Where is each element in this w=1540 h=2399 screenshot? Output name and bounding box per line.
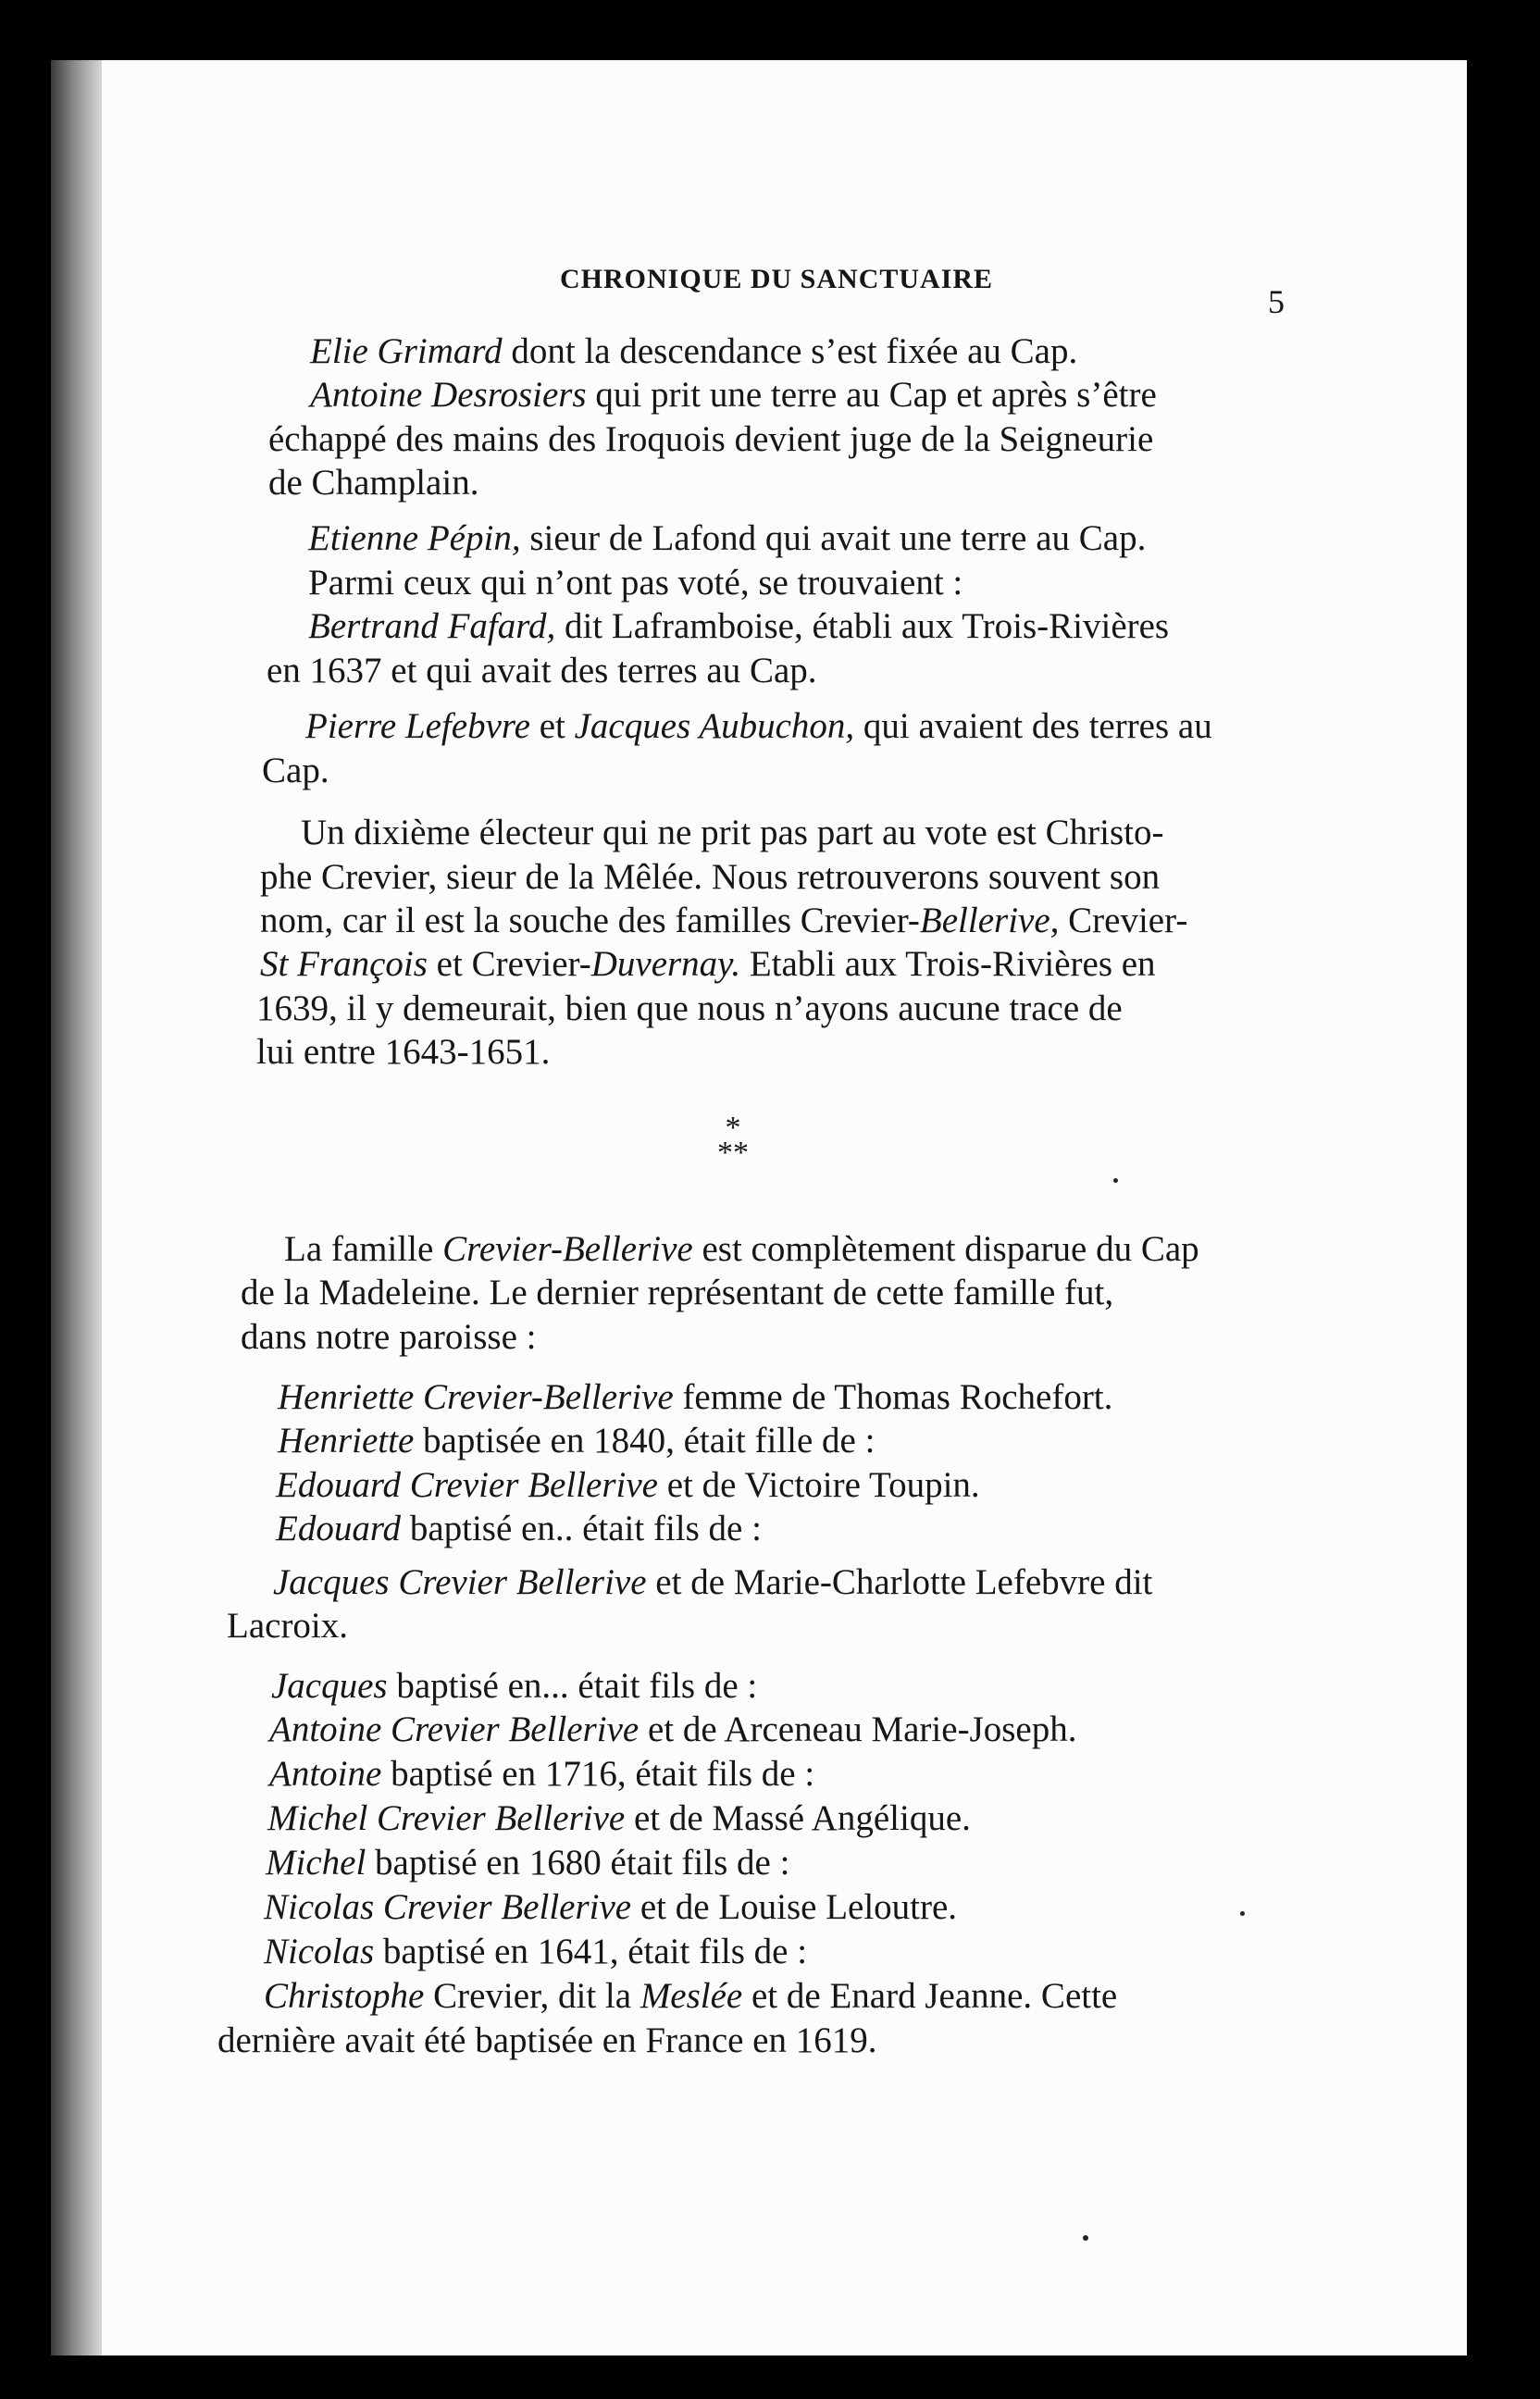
text-line: Nicolas Crevier Bellerive et de Louise Leloutre. — [264, 1887, 958, 1927]
running-title: CHRONIQUE DU SANCTUAIRE — [560, 264, 994, 294]
text-line: Nicolas baptisé en 1641, était fils de : — [264, 1932, 808, 1971]
text-line: Bertrand Fafard, dit Laframboise, établi aux Trois-Rivières — [308, 606, 1170, 646]
text-line: lui entre 1643-1651. — [256, 1032, 551, 1072]
text-line: Henriette baptisée en 1840, était fille de : — [278, 1421, 876, 1461]
text-line: Antoine Desrosiers qui prit une terre au Cap et après s’être — [310, 375, 1157, 415]
text-line: dans notre paroisse : — [241, 1317, 537, 1357]
text-line: Cap. — [262, 751, 329, 790]
text-line: Un dixième électeur qui ne prit pas part au vote est Christo- — [301, 813, 1164, 852]
text-line: Parmi ceux qui n’ont pas voté, se trouvaient : — [308, 563, 963, 603]
text-line: Jacques Crevier Bellerive et de Marie-Charlotte Lefebvre dit — [273, 1562, 1153, 1602]
text-line: nom, car il est la souche des familles Crevier-Bellerive, Crevier- — [260, 901, 1188, 940]
scan-speck — [1240, 1911, 1245, 1916]
text-line: Henriette Crevier-Bellerive femme de Thomas Rochefort. — [278, 1377, 1113, 1417]
text-line: de la Madeleine. Le dernier représentant de cette famille fut, — [241, 1273, 1114, 1312]
page-number: 5 — [1268, 283, 1285, 320]
text-line: La famille Crevier-Bellerive est complètement disparue du Cap — [284, 1229, 1199, 1269]
text-line: Etienne Pépin, sieur de Lafond qui avait une terre au Cap. — [308, 518, 1147, 558]
text-line: Antoine Crevier Bellerive et de Arceneau Marie-Joseph. — [269, 1709, 1077, 1749]
text-line: échappé des mains des Iroquois devient juge de la Seigneurie — [268, 419, 1154, 459]
text-line: Elie Grimard dont la descendance s’est fixée au Cap. — [310, 331, 1078, 371]
text-line: Pierre Lefebvre et Jacques Aubuchon, qui avaient des terres au — [305, 706, 1212, 746]
text-line: 1639, il y demeurait, bien que nous n’ayons aucune trace de — [256, 988, 1123, 1028]
text-line: Edouard Crevier Bellerive et de Victoire Toupin. — [276, 1465, 980, 1505]
text-line: St François et Crevier-Duvernay. Etabli aux Trois-Rivières en — [260, 944, 1156, 984]
text-line: Christophe Crevier, dit la Meslée et de Enard Jeanne. Cette — [264, 1976, 1118, 2016]
page-spine-shadow — [51, 60, 102, 2355]
text-line: Lacroix. — [227, 1606, 349, 1646]
text-line: Antoine baptisé en 1716, était fils de : — [269, 1754, 815, 1794]
text-line: Michel Crevier Bellerive et de Massé Angélique. — [267, 1798, 971, 1838]
text-line: phe Crevier, sieur de la Mêlée. Nous retrouverons souvent son — [260, 857, 1161, 897]
text-line: dernière avait été baptisée en France en 1619. — [217, 2020, 877, 2060]
scanned-page — [51, 60, 1467, 2355]
text-line: de Champlain. — [268, 463, 479, 503]
scan-speck — [1113, 1178, 1118, 1183]
text-line: Michel baptisé en 1680 était fils de : — [266, 1843, 790, 1883]
text-line: en 1637 et qui avait des terres au Cap. — [267, 651, 817, 690]
text-line: Jacques baptisé en... était fils de : — [271, 1666, 758, 1706]
text-line: Edouard baptisé en.. était fils de : — [276, 1509, 762, 1548]
scan-speck — [1083, 2235, 1088, 2241]
asterism-ornament: * ** — [717, 1111, 749, 1171]
